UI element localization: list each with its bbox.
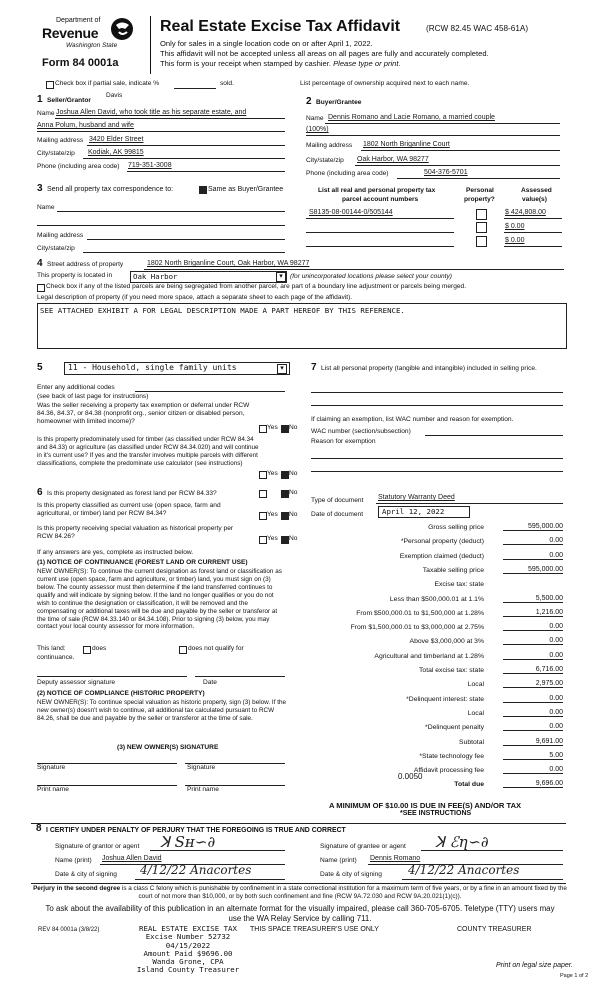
parcel-row-2-value-field[interactable] <box>504 232 562 233</box>
location-select-value: Oak Harbor <box>133 272 178 281</box>
land-use-select[interactable] <box>64 362 290 375</box>
land-use-dropdown-arrow-icon[interactable]: ▾ <box>277 364 287 374</box>
calc-row-value[interactable]: 595,000.00 <box>503 523 563 531</box>
calc-row-label: Gross selling price <box>428 524 484 531</box>
perjury-bold: Perjury in the second degree <box>33 885 121 892</box>
list-percentage-note: List percentage of ownership acquired next to each name. <box>300 80 470 87</box>
grantor-signature-label: Signature of grantor or agent <box>55 843 140 850</box>
parcel-row-1-value-field[interactable] <box>504 218 562 219</box>
street-address-field[interactable] <box>144 269 564 270</box>
section-3-label: Send all property tax correspondence to: <box>47 186 174 193</box>
buyer-name-label: Name <box>306 115 324 122</box>
notice-continuance-heading: (1) NOTICE OF CONTINUANCE (FOREST LAND OR CURRENT USE) <box>37 559 248 566</box>
calc-row-label: Total excise tax: state <box>419 667 484 674</box>
sec3-name-field[interactable] <box>57 211 285 212</box>
calc-row-value[interactable]: 0.00 <box>503 537 563 545</box>
alt-format-notice: To ask about the availability of this publication in an alternate format for the visually impaired, please call 360-705-6705. Teletype (TTY) users may use the WA Relay Service by calling 711. <box>45 904 555 923</box>
stamp-line-2: Excise Number 52732 <box>145 932 231 942</box>
sec6-question-3: Is this property receiving special valuation as historical property per RCW 84.26? <box>37 525 234 541</box>
section-1-number: 1 <box>37 94 43 105</box>
parcel-row-1-personal-checkbox[interactable] <box>476 209 487 220</box>
boundary-checkbox[interactable] <box>37 284 45 292</box>
stamp-line-4: Amount Paid $9696.00 <box>143 948 233 958</box>
doc-type-label: Type of document <box>311 497 364 504</box>
notice-continuance-body: NEW OWNER(S): To continue the current designation as forest land or classification as current use (open space, farm and agriculture, or timber) land, you must sign on (3) below. The county assessor must then determine if the land transferred continues to qualify and will indicate by signing below. If the land no longer qualifies or you do not wish to continue the designation or classification, it will be removed and the compensating or additional taxes will be due and payable by the seller or transferor at the time of sale (RCW 84.33.140 or 84.34.108). Prior to signing (3) below, you may contact your local county assessor for more information. <box>37 568 282 631</box>
parcel-col-header-2b: property? <box>464 196 495 203</box>
sec5-question-2: Is this property predominately used for timber (as classified under RCW 84.34 and 84.33) or agriculture (as classified under RCW 84.34.020) and will continue in it's current use? If yes and the transfer involves multiple parcels with different classifications, complete the predominate use calculator (see instructions) <box>37 436 259 467</box>
parcel-col-header-3b: value(s) <box>522 196 547 203</box>
partial-sale-percent-field[interactable] <box>174 88 216 89</box>
deputy-date-field[interactable] <box>195 676 285 677</box>
header-sub-1: Only for sales in a single location code on or after April 1, 2022. <box>160 39 373 48</box>
parcel-row-3-personal-checkbox[interactable] <box>476 236 487 247</box>
buyer-city-label: City/state/zip <box>306 157 344 164</box>
dor-washington-state: Washington State <box>66 42 118 49</box>
section-3-number: 3 <box>37 183 43 194</box>
perjury-text: is a class C felony which is punishable by confinement in a state correctional institution for a maximum term of five years, or by a fine in an amount fixed by the court of not more than $10,000, or by both such confinement and fine (RCW 9A.72.030 and RCW 9A.20.021(1)(c)). <box>121 885 567 900</box>
calc-row-value[interactable]: 9,691.00 <box>503 738 563 746</box>
calc-row-value[interactable]: 0.00 <box>503 637 563 645</box>
local-rate: 0.0050 <box>398 772 423 781</box>
same-as-buyer-checkbox[interactable] <box>199 186 207 194</box>
form-title: Real Estate Excise Tax Affidavit <box>160 18 401 35</box>
grantee-name-label: Name (print) <box>320 857 357 864</box>
new-owner-signature-heading: (3) NEW OWNER(S) SIGNATURE <box>117 744 219 751</box>
seller-name-field-2[interactable] <box>37 131 285 132</box>
sec5-q2-yes-label: Yes <box>267 470 278 477</box>
calc-row-value[interactable]: 9,696.00 <box>503 780 563 788</box>
grantee-date-label: Date & city of signing <box>320 871 382 878</box>
parcel-row-3-value: $ 0.00 <box>505 237 525 244</box>
sec6-q2-yes-checkbox[interactable] <box>259 512 267 520</box>
calc-row-value[interactable]: 595,000.00 <box>503 566 563 574</box>
sec6-q2-no-label: No <box>289 511 298 518</box>
partial-sale-label: Check box if partial sale, indicate % <box>55 80 160 87</box>
new-owner-print-2-label: Print name <box>187 786 219 793</box>
sec3-name-label: Name <box>37 204 55 211</box>
sec6-q1-yes-checkbox[interactable] <box>259 490 267 498</box>
calc-row-label: Local <box>467 709 484 717</box>
minimum-due-note: A MINIMUM OF $10.00 IS DUE IN FEE(S) AND/OR TAX <box>329 801 522 810</box>
notice-compliance-body: NEW OWNER(S): To continue special valuation as historic property, sign (3) below. If the new owner(s) doesn't wish to continue, all additional tax calculated pursuant to RCW 84.26, shall be due and payable by the seller or transferor at the time of sale. <box>37 699 287 722</box>
calc-row-label: *Personal property (deduct) <box>400 538 484 546</box>
calc-row-label: From $1,500,000.01 to $3,000,000 at 2.75% <box>350 624 484 632</box>
calc-row-value[interactable]: 0.00 <box>503 723 563 731</box>
sec6-q1-no-label: No <box>289 489 298 496</box>
parcel-row-2-field[interactable] <box>306 232 454 233</box>
perjury-notice <box>28 885 572 901</box>
calc-row-value[interactable]: 0.00 <box>503 695 563 703</box>
additional-codes-label: Enter any additional codes <box>37 384 115 391</box>
parcel-col-header-2a: Personal <box>466 187 494 194</box>
sec6-q1-no-checkbox[interactable] <box>281 490 289 498</box>
form-number: Form 84 0001a <box>42 57 119 69</box>
calc-row-label: Local <box>467 681 484 689</box>
calc-row-label: Above $3,000,000 at 3% <box>409 638 484 646</box>
calc-row-label: *Delinquent interest: state <box>406 695 484 703</box>
sec5-q1-yes-checkbox[interactable] <box>259 425 267 433</box>
sec6-q3-yes-checkbox[interactable] <box>259 536 267 544</box>
seller-mailing: 3420 Elder Street <box>89 136 144 143</box>
buyer-phone-label: Phone (including area code) <box>306 170 389 177</box>
buyer-heading: Buyer/Grantee <box>316 99 362 106</box>
seller-name-2: Anna Polum, husband and wife <box>37 122 134 129</box>
parcel-row-2-value: $ 0.00 <box>505 223 525 230</box>
buyer-mailing-label: Mailing address <box>306 142 353 149</box>
section-8-rule <box>31 823 566 824</box>
buyer-city-field[interactable] <box>355 165 560 166</box>
seller-name-field-1[interactable] <box>55 118 285 119</box>
land-does-checkbox[interactable] <box>83 646 91 654</box>
buyer-mailing-field[interactable] <box>361 150 560 151</box>
sec5-question-1: Was the seller receiving a property tax exemption or deferral under RCW 84.36, 84.37, or 84.38 (nonprofit org., senior citizen or disabled person, homeowner with limited income)? <box>37 402 250 426</box>
personal-property-label: List all personal property (tangible and intangible) included in selling price. <box>321 365 537 372</box>
calc-row-value[interactable]: 2,975.00 <box>503 680 563 688</box>
calc-row-label: Affidavit processing fee <box>413 767 484 775</box>
calc-row-label: Taxable selling price <box>422 566 484 574</box>
new-owner-print-1-label: Print name <box>37 786 69 793</box>
this-land-label: This land: <box>37 645 66 652</box>
same-as-buyer-label: Same as Buyer/Grantee <box>208 186 284 193</box>
header-sub-3b: Please type or print. <box>333 59 401 68</box>
seller-city-field[interactable] <box>83 158 285 159</box>
stamp-line-3: 04/15/2022 <box>165 940 211 950</box>
seller-correction: Davis <box>106 92 123 99</box>
buyer-phone-field[interactable] <box>397 178 560 179</box>
personal-property-field-2[interactable] <box>311 405 563 406</box>
doc-date: April 12, 2022 <box>382 507 445 516</box>
location-note: (for unincorporated locations please select your county) <box>290 273 453 280</box>
sec6-ifany: If any answers are yes, complete as instructed below. <box>37 549 194 556</box>
sec3-city-field[interactable] <box>83 252 285 253</box>
seller-city-label: City/state/zip <box>37 150 75 157</box>
rev-number: REV 84 0001a (3/8/22) <box>38 927 100 933</box>
certify-statement: I CERTIFY UNDER PENALTY OF PERJURY THAT THE FOREGOING IS TRUE AND CORRECT <box>46 827 346 834</box>
calc-row-label: Total due <box>454 781 484 789</box>
land-does-not-label: does not qualify for <box>188 645 244 652</box>
parcel-row-3-value-field[interactable] <box>504 246 562 247</box>
grantor-name: Joshua Allen David <box>102 855 162 862</box>
calc-row-value[interactable]: 0.00 <box>503 652 563 660</box>
dor-revenue-wordmark: Revenue <box>42 25 99 41</box>
grantee-date: 4/12/22 Anacortes <box>408 863 520 877</box>
seller-phone-label: Phone (including area code) <box>37 163 120 170</box>
section-8-number: 8 <box>36 823 42 834</box>
treasurer-stamp <box>130 925 246 975</box>
parcel-row-1-number: S8135-08-00144-0/505144 <box>309 209 393 216</box>
section-2-number: 2 <box>306 96 312 107</box>
parcel-row-2-personal-checkbox[interactable] <box>476 222 487 233</box>
legal-description-box[interactable] <box>37 303 567 349</box>
notice-compliance-heading: (2) NOTICE OF COMPLIANCE (HISTORIC PROPERTY) <box>37 690 205 697</box>
sec6-question-2: Is this property classified as current use (open space, farm and agricultural, or timber) land per RCW 84.34? <box>37 502 221 518</box>
doc-type: Statutory Warranty Deed <box>378 494 455 501</box>
street-address: 1802 North Briganline Court, Oak Harbor, WA 98277 <box>147 260 310 267</box>
additional-codes-note: (see back of last page for instructions) <box>37 393 149 400</box>
sec6-q2-no-checkbox[interactable] <box>281 512 289 520</box>
deputy-signature-field[interactable] <box>37 676 187 677</box>
section-4-number: 4 <box>37 258 43 269</box>
parcel-col-header-3a: Assessed <box>521 187 552 194</box>
legal-size-note: Print on legal size paper. <box>496 962 573 969</box>
land-does-label: does <box>92 645 107 652</box>
buyer-name-field-2[interactable] <box>306 135 560 136</box>
exemption-reason-field[interactable] <box>311 458 563 459</box>
sec3-mailing-field[interactable] <box>87 239 285 240</box>
calc-row-label: Agricultural and timberland at 1.28% <box>374 652 484 660</box>
sec3-name-field-2[interactable] <box>37 225 285 226</box>
sec6-q2-yes-label: Yes <box>267 511 278 518</box>
calc-row-label: Subtotal <box>459 738 484 746</box>
calc-row-value[interactable]: 6,716.00 <box>503 666 563 674</box>
grantee-signature-image: ꓘ ℰƞ∽∂ <box>435 833 489 851</box>
calc-row-value[interactable]: 0.00 <box>503 552 563 560</box>
street-address-label: Street address of property <box>47 261 124 268</box>
calc-row-value[interactable]: 0.00 <box>503 709 563 717</box>
buyer-name-field-1[interactable] <box>325 123 560 124</box>
stamp-line-6: Island County Treasurer <box>136 965 240 975</box>
parcel-row-1-value: $ 424,808.00 <box>505 209 546 216</box>
personal-property-field-1[interactable] <box>311 392 563 393</box>
buyer-phone: 504-376-5701 <box>424 169 468 176</box>
grantee-signature-label: Signature of grantee or agent <box>320 843 406 850</box>
buyer-name-1: Dennis Romano and Lacie Romano, a married couple <box>328 114 495 121</box>
page-number: Page 1 of 2 <box>560 973 589 979</box>
sec5-q2-no-label: No <box>289 470 298 477</box>
sec6-q3-no-checkbox[interactable] <box>281 536 289 544</box>
grantor-date: 4/12/22 Anacortes <box>140 863 252 877</box>
sec6-question-1: Is this property designated as forest land per RCW 84.33? <box>47 490 217 497</box>
sec5-q1-no-checkbox[interactable] <box>281 425 289 433</box>
header-sub-3 <box>160 59 401 68</box>
land-use-value: 11 - Household, single family units <box>68 363 237 372</box>
parcel-col-header-1a: List all real and personal property tax <box>318 187 436 194</box>
section-6-number: 6 <box>37 487 43 498</box>
header-sub-3a: This form is your receipt when stamped by cashier. <box>160 59 331 68</box>
calc-row-value[interactable]: 5,500.00 <box>503 595 563 603</box>
seller-phone-field[interactable] <box>127 171 285 172</box>
calc-row-value[interactable]: 5.00 <box>503 752 563 760</box>
partial-sale-sold-label: sold. <box>220 80 234 87</box>
location-select[interactable] <box>130 271 287 283</box>
new-owner-signature-2-label: Signature <box>187 764 216 771</box>
county-treasurer-label: COUNTY TREASURER <box>457 926 532 933</box>
calc-row-label: From $500,000.01 to $1,500,000 at 1.28% <box>356 609 484 617</box>
grantor-signature-image: ꓘ Ѕʜ∽∂ <box>160 833 216 851</box>
parcel-row-3-field[interactable] <box>306 246 454 247</box>
sec5-q1-no-label: No <box>289 424 298 431</box>
calc-row-label: Excise tax: state <box>434 581 484 589</box>
exemption-reason-label: Reason for exemption <box>311 438 376 445</box>
sec6-q3-no-label: No <box>289 535 298 542</box>
grantor-name-label: Name (print) <box>55 857 92 864</box>
sec6-q3-yes-label: Yes <box>267 535 278 542</box>
wac-number-field[interactable] <box>425 435 563 436</box>
seller-mailing-label: Mailing address <box>37 137 84 144</box>
section-7-number: 7 <box>311 362 317 373</box>
grantee-date-field[interactable] <box>402 879 563 880</box>
buyer-name-2: (100%) <box>306 126 329 133</box>
section-5-number: 5 <box>37 362 43 373</box>
sec3-mailing-label: Mailing address <box>37 232 84 239</box>
header-divider <box>150 16 151 74</box>
seller-heading: Seller/Grantor <box>47 97 91 104</box>
seller-city: Kodiak, AK 99815 <box>88 149 144 156</box>
legal-description-text: SEE ATTACHED EXHIBIT A FOR LEGAL DESCRIPTION MADE A PART HEREOF BY THIS REFERENCE. <box>40 306 405 315</box>
sec5-q1-yes-label: Yes <box>267 424 278 431</box>
partial-sale-checkbox[interactable] <box>46 81 54 89</box>
new-owner-signature-1-label: Signature <box>37 764 66 771</box>
location-dropdown-arrow-icon[interactable]: ▾ <box>276 272 286 282</box>
located-in-label: This property is located in <box>37 272 113 279</box>
footer-rule <box>31 883 566 884</box>
dor-dept-of: Department of <box>56 17 101 24</box>
land-does-not-checkbox[interactable] <box>179 646 187 654</box>
header-sub-2: This affidavit will not be accepted unless all areas on all pages are fully and accurately completed. <box>160 49 489 58</box>
grantor-date-field[interactable] <box>135 879 285 880</box>
deputy-date-label: Date <box>203 679 217 686</box>
deputy-signature-label: Deputy assessor signature <box>37 679 116 686</box>
calc-row-label: *State technology fee <box>419 752 484 760</box>
sec3-city-label: City/state/zip <box>37 245 75 252</box>
boundary-label: Check box if any of the listed parcels are being segregated from another parcel, are part of a boundary line adjustment or parcels being merged. <box>46 283 467 290</box>
calc-row-label: *Delinquent penalty <box>425 724 484 732</box>
dor-logo-icon <box>108 16 138 44</box>
grantee-name: Dennis Romano <box>370 855 421 862</box>
exemption-label: If claiming an exemption, list WAC number and reason for exemption. <box>311 416 514 423</box>
wac-number-label: WAC number (section/subsection) <box>311 428 411 435</box>
parcel-row-1-field[interactable] <box>306 218 454 219</box>
seller-name-label: Name <box>37 110 55 117</box>
see-instructions-note: *SEE INSTRUCTIONS <box>400 810 472 817</box>
calc-row-label: Less than $500,000.01 at 1.1% <box>389 595 484 603</box>
treasurer-use-label: THIS SPACE TREASURER'S USE ONLY <box>250 926 379 933</box>
buyer-city: Oak Harbor, WA 98277 <box>357 156 429 163</box>
legal-description-label: Legal description of property (if you need more space, attach a separate sheet to each page of the affidavit). <box>37 294 353 301</box>
continuance-label: continuance. <box>37 654 75 661</box>
seller-name-1: Joshua Allen David, who took title as his separate estate, and <box>56 109 247 116</box>
seller-mailing-field[interactable] <box>87 145 285 146</box>
calc-row-value[interactable]: 1,216.00 <box>503 609 563 617</box>
calc-row-label: Exemption claimed (deduct) <box>399 552 484 560</box>
calc-row-value[interactable]: 0.00 <box>503 623 563 631</box>
exemption-reason-field-2[interactable] <box>311 471 563 472</box>
form-title-rcw: (RCW 82.45 WAC 458-61A) <box>426 24 529 33</box>
seller-phone: 719-351-3008 <box>128 162 172 169</box>
additional-codes-field[interactable] <box>135 391 285 392</box>
grantor-date-label: Date & city of signing <box>55 871 117 878</box>
calc-row-value[interactable]: 0.00 <box>503 766 563 774</box>
sec5-q2-no-checkbox[interactable] <box>281 471 289 479</box>
doc-type-field[interactable] <box>376 503 563 504</box>
doc-date-label: Date of document <box>311 511 364 518</box>
sec5-q2-yes-checkbox[interactable] <box>259 471 267 479</box>
buyer-mailing: 1802 North Briganline Court <box>363 141 450 148</box>
stamp-line-5: Wanda Grone, CPA <box>152 957 224 967</box>
doc-date-field[interactable] <box>378 506 470 518</box>
parcel-col-header-1b: parcel account numbers <box>342 196 419 203</box>
stamp-line-1: REAL ESTATE EXCISE TAX <box>139 924 237 933</box>
